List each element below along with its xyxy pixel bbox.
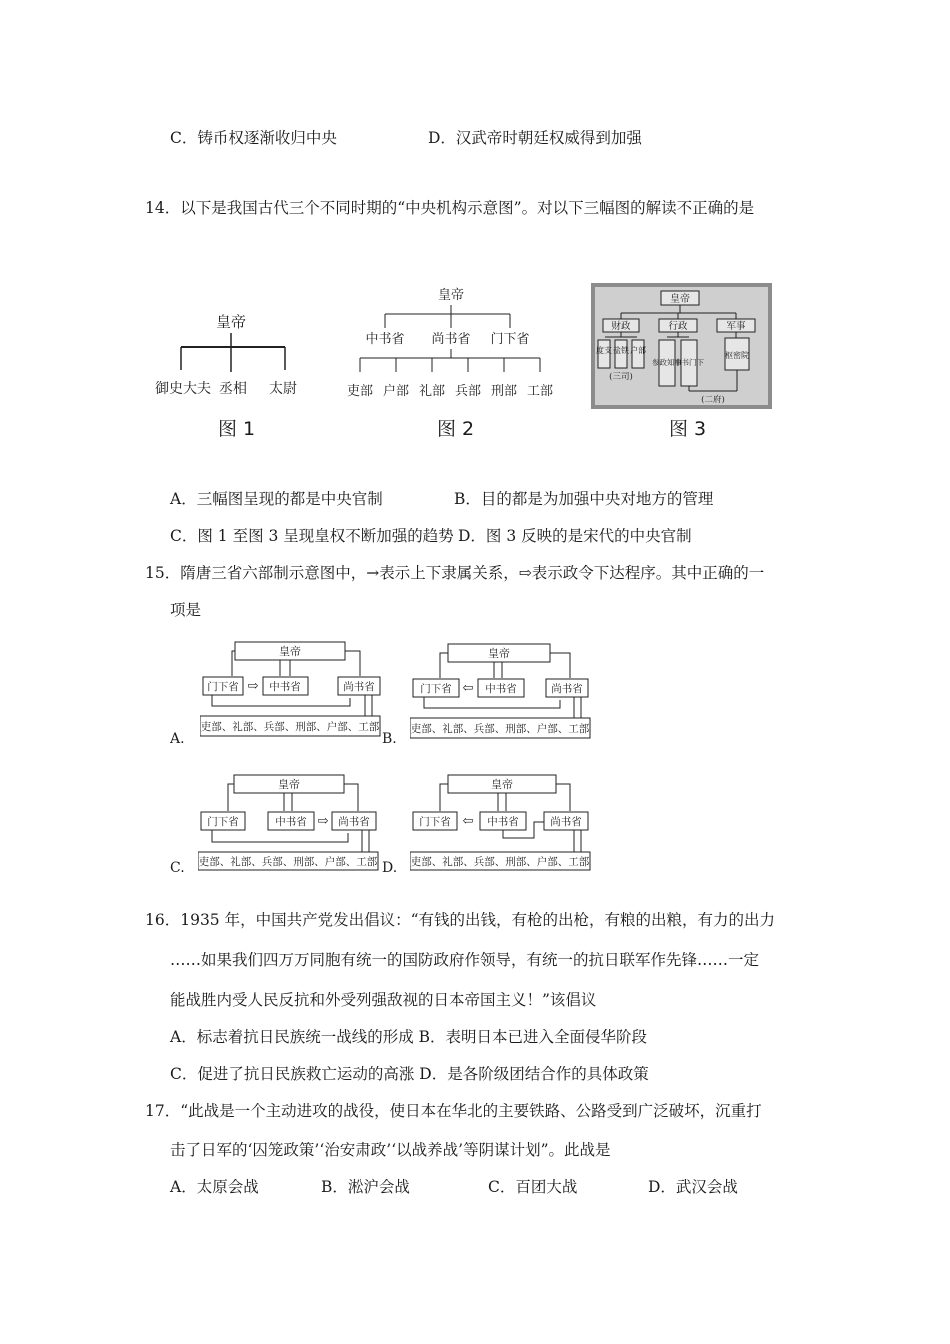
q17-option-a: A．太原会战 bbox=[170, 1178, 259, 1196]
fig3-finance-2: 盐铁 bbox=[613, 346, 629, 355]
fig2-ministry-6: 工部 bbox=[526, 384, 554, 399]
svg-text:吏部、礼部、兵部、刑部、户部、工部: 吏部、礼部、兵部、刑部、户部、工部 bbox=[200, 721, 380, 733]
q15-diagram-b bbox=[410, 640, 592, 740]
svg-text:皇帝: 皇帝 bbox=[278, 778, 300, 791]
svg-text:⇨: ⇨ bbox=[247, 679, 259, 694]
fig2-mid-3: 门下省 bbox=[490, 332, 530, 347]
q17-option-c: C．百团大战 bbox=[488, 1178, 578, 1196]
q14-option-b: B．目的都是为加强中央对地方的管理 bbox=[454, 490, 714, 508]
svg-text:尚书省: 尚书省 bbox=[338, 816, 370, 828]
fig2-ministry-1: 吏部 bbox=[346, 384, 374, 399]
fig1-child-2: 丞相 bbox=[219, 381, 247, 397]
svg-text:中书省: 中书省 bbox=[487, 816, 519, 828]
fig3-admin-2: 中书门下 bbox=[674, 358, 704, 367]
fig2-emperor: 皇帝 bbox=[437, 288, 465, 303]
fig2-caption: 图 2 bbox=[437, 418, 475, 440]
fig3-finance-note: (三司) bbox=[609, 372, 633, 382]
svg-text:门下省: 门下省 bbox=[419, 816, 451, 828]
fig1-child-3: 太尉 bbox=[269, 381, 297, 397]
fig3-admin-1: 参政知事 bbox=[652, 358, 682, 367]
q15-diagram-d bbox=[410, 772, 592, 872]
figure-1 bbox=[155, 300, 315, 410]
q15-stem: 15．隋唐三省六部制示意图中，→表示上下隶属关系，⇨表示政令下达程序。其中正确的一 bbox=[145, 564, 765, 582]
q17-stem-line2: 击了日军的‘囚笼政策’‘治安肃政’‘以战养战’等阴谋计划”。此战是 bbox=[170, 1141, 611, 1159]
q16-stem-line3: 能战胜内受人民反抗和外受列强敌视的日本帝国主义！”该倡议 bbox=[170, 991, 597, 1009]
q13-option-c: C．铸币权逐渐收归中央 bbox=[170, 129, 337, 147]
q15-label-a: A. bbox=[170, 731, 185, 747]
fig3-military: 军事 bbox=[726, 321, 746, 332]
fig2-mid-1: 中书省 bbox=[365, 332, 405, 347]
q17-option-d: D．武汉会战 bbox=[648, 1178, 738, 1196]
svg-text:⇨: ⇨ bbox=[317, 814, 329, 829]
q14-option-d: D．图 3 反映的是宋代的中央官制 bbox=[458, 527, 692, 545]
q15-label-c: C. bbox=[170, 860, 185, 876]
q15-label-d: D. bbox=[382, 860, 398, 876]
q16-options-ab: A．标志着抗日民族统一战线的形成 B．表明日本已进入全面侵华阶段 bbox=[170, 1028, 648, 1046]
svg-text:皇帝: 皇帝 bbox=[279, 645, 301, 658]
svg-text:吏部、礼部、兵部、刑部、户部、工部: 吏部、礼部、兵部、刑部、户部、工部 bbox=[410, 856, 590, 868]
svg-text:门下省: 门下省 bbox=[207, 816, 239, 828]
fig2-ministry-3: 礼部 bbox=[418, 384, 446, 399]
q17-stem-line1: 17．“此战是一个主动进攻的战役，使日本在华北的主要铁路、公路受到广泛破坏，沉重打 bbox=[145, 1102, 762, 1120]
fig1-caption: 图 1 bbox=[218, 418, 256, 440]
svg-text:皇帝: 皇帝 bbox=[491, 778, 513, 791]
fig3-military-note: (二府) bbox=[701, 395, 725, 405]
fig3-finance-3: 户部 bbox=[630, 346, 646, 355]
svg-text:门下省: 门下省 bbox=[420, 683, 452, 695]
svg-text:尚书省: 尚书省 bbox=[551, 683, 583, 695]
svg-text:⇦: ⇦ bbox=[462, 681, 474, 696]
q16-options-cd: C．促进了抗日民族救亡运动的高涨 D．是各阶级团结合作的具体政策 bbox=[170, 1065, 649, 1083]
svg-text:⇦: ⇦ bbox=[462, 814, 474, 829]
q15-diagram-a bbox=[200, 640, 382, 740]
svg-text:吏部、礼部、兵部、刑部、户部、工部: 吏部、礼部、兵部、刑部、户部、工部 bbox=[410, 723, 590, 735]
svg-text:皇帝: 皇帝 bbox=[488, 647, 510, 660]
q14-stem: 14．以下是我国古代三个不同时期的“中央机构示意图”。对以下三幅图的解读不正确的是 bbox=[145, 199, 755, 217]
svg-text:中书省: 中书省 bbox=[485, 683, 517, 695]
fig1-emperor: 皇帝 bbox=[215, 313, 247, 331]
figure-2 bbox=[340, 280, 565, 405]
fig3-military-1: 枢密院 bbox=[725, 351, 749, 360]
q17-option-b: B．淞沪会战 bbox=[321, 1178, 410, 1196]
figure-3 bbox=[591, 283, 772, 409]
q16-stem-line1: 16．1935 年，中国共产党发出倡议：“有钱的出钱，有枪的出枪，有粮的出粮，有力的出力 bbox=[145, 911, 776, 929]
q14-option-c: C．图 1 至图 3 呈现皇权不断加强的趋势 bbox=[170, 527, 454, 545]
svg-text:尚书省: 尚书省 bbox=[550, 816, 582, 828]
fig3-admin: 行政 bbox=[668, 321, 688, 332]
fig2-ministry-5: 刑部 bbox=[490, 384, 518, 399]
svg-text:中书省: 中书省 bbox=[275, 816, 307, 828]
q13-option-d: D．汉武帝时朝廷权威得到加强 bbox=[428, 129, 642, 147]
fig2-ministry-2: 户部 bbox=[382, 384, 410, 399]
fig2-mid-2: 尚书省 bbox=[431, 332, 471, 347]
q16-stem-line2: ……如果我们四万万同胞有统一的国防政府作领导，有统一的抗日联军作先锋……一定 bbox=[170, 951, 760, 969]
svg-text:吏部、礼部、兵部、刑部、户部、工部: 吏部、礼部、兵部、刑部、户部、工部 bbox=[198, 856, 378, 868]
fig3-emperor: 皇帝 bbox=[670, 294, 690, 305]
fig3-finance: 财政 bbox=[611, 321, 631, 332]
fig3-caption: 图 3 bbox=[669, 418, 707, 440]
q15-stem-cont: 项是 bbox=[170, 601, 202, 619]
fig2-ministry-4: 兵部 bbox=[454, 384, 482, 399]
q15-label-b: B. bbox=[382, 731, 397, 747]
fig1-child-1: 御史大夫 bbox=[155, 381, 211, 397]
q15-diagram-c bbox=[198, 772, 380, 872]
svg-text:门下省: 门下省 bbox=[207, 681, 239, 693]
fig3-finance-1: 度支 bbox=[596, 346, 612, 355]
svg-text:尚书省: 尚书省 bbox=[343, 681, 375, 693]
svg-text:中书省: 中书省 bbox=[269, 681, 301, 693]
q14-option-a: A．三幅图呈现的都是中央官制 bbox=[170, 490, 383, 508]
